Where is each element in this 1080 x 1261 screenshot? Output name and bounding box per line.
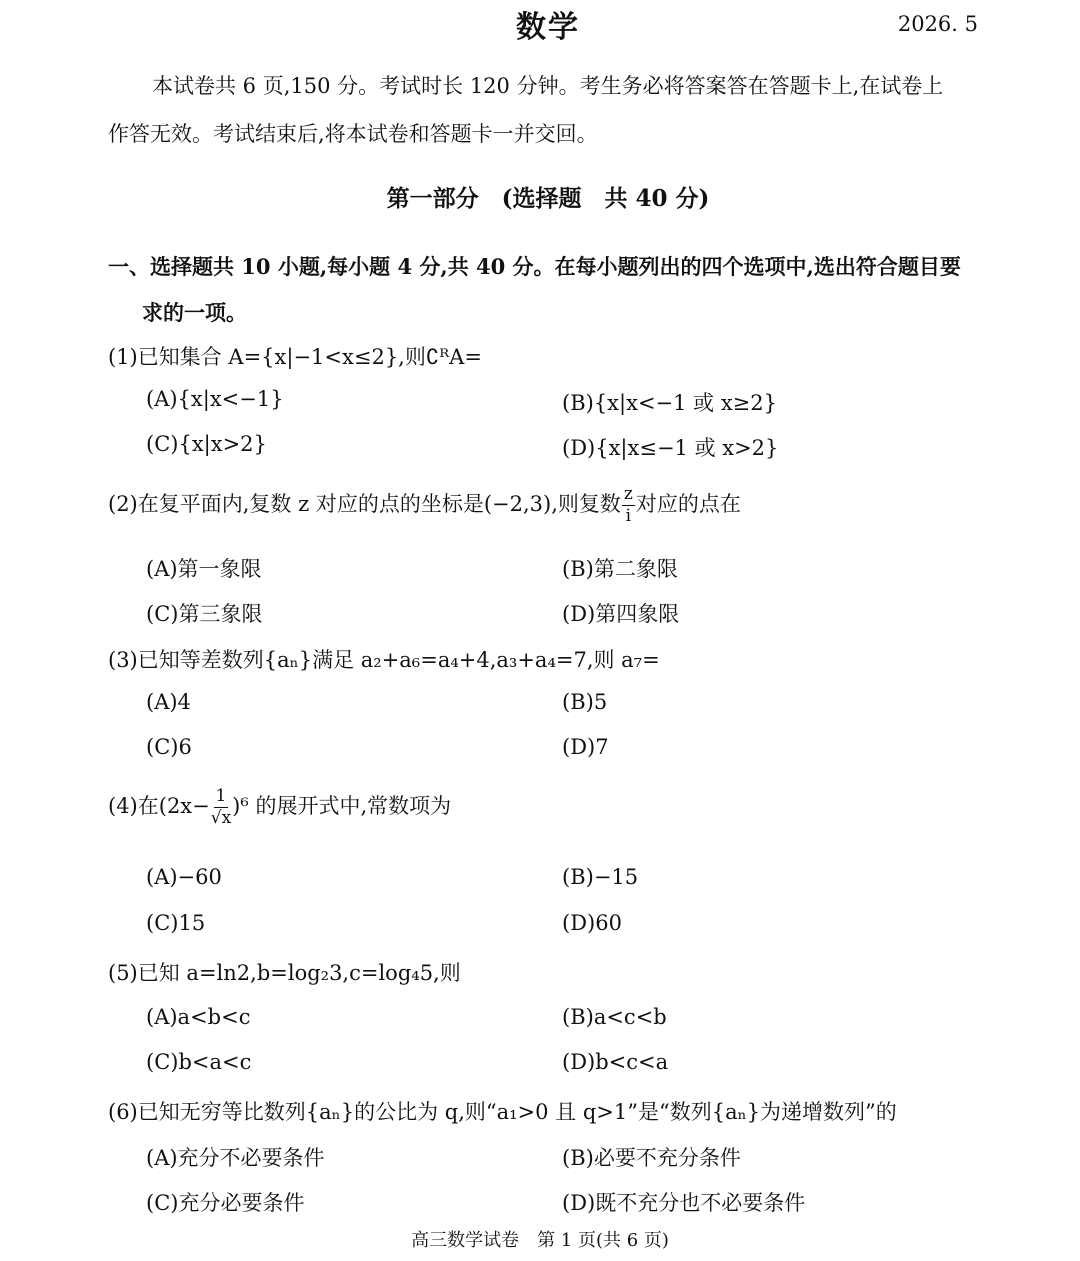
intro-line-1: 本试卷共 6 页,150 分。考试时长 120 分钟。考生务必将答案答在答题卡上,在试卷上	[152, 74, 944, 98]
part-title: 第一部分 (选择题 共 40 分)	[386, 185, 710, 212]
question-6-option-a: (A)充分不必要条件	[146, 1146, 325, 1170]
question-4-stem-before: (4)在(2x−	[108, 794, 210, 818]
question-5-stem: (5)已知 a=ln2,b=log₂3,c=log₄5,则	[108, 961, 461, 985]
question-3-option-d: (D)7	[562, 735, 609, 759]
fraction-numerator: 1	[215, 786, 227, 806]
question-5-option-b: (B)a<c<b	[562, 1005, 667, 1029]
question-5-option-d: (D)b<c<a	[562, 1050, 669, 1074]
question-6-option-c: (C)充分必要条件	[146, 1191, 305, 1215]
fraction-denominator: i	[625, 506, 632, 526]
fraction-numerator: z	[623, 484, 633, 504]
question-4-option-b: (B)−15	[562, 865, 639, 889]
question-6-stem: (6)已知无穷等比数列{aₙ}的公比为 q,则“a₁>0 且 q>1”是“数列{aₙ}为递增数列”的	[108, 1100, 897, 1124]
section-instructions	[108, 244, 988, 336]
question-2-option-d: (D)第四象限	[562, 602, 680, 626]
section-line-1: 一、选择题共 10 小题,每小题 4 分,共 40 分。在每小题列出的四个选项中,选出符合题目要	[108, 254, 961, 279]
question-2-stem	[108, 486, 741, 525]
question-2-fraction	[622, 486, 635, 525]
question-1-option-b: (B){x|x<−1 或 x≥2}	[562, 391, 778, 415]
question-4-stem-after: )⁶ 的展开式中,常数项为	[232, 794, 452, 818]
page-footer: 高三数学试卷 第 1 页(共 6 页)	[411, 1230, 669, 1251]
intro-paragraph	[108, 62, 988, 158]
question-4-fraction	[211, 788, 231, 827]
question-2-stem-before: (2)在复平面内,复数 z 对应的点的坐标是(−2,3),则复数	[108, 492, 621, 516]
question-2-option-c: (C)第三象限	[146, 602, 263, 626]
intro-line-2: 作答无效。考试结束后,将本试卷和答题卡一并交回。	[108, 122, 598, 146]
question-3-option-b: (B)5	[562, 690, 608, 714]
question-6-option-b: (B)必要不充分条件	[562, 1146, 741, 1170]
question-2-option-a: (A)第一象限	[146, 557, 262, 581]
question-1-option-a: (A){x|x<−1}	[146, 387, 284, 411]
question-4-stem	[108, 788, 451, 827]
exam-date: 2026. 5	[897, 12, 978, 36]
question-6-option-d: (D)既不充分也不必要条件	[562, 1191, 806, 1215]
question-2-stem-after: 对应的点在	[635, 492, 741, 516]
question-1-option-d: (D){x|x≤−1 或 x>2}	[562, 436, 779, 460]
question-3-option-a: (A)4	[146, 690, 191, 714]
fraction-denominator: √x	[210, 808, 232, 828]
question-3-stem: (3)已知等差数列{aₙ}满足 a₂+a₆=a₄+4,a₃+a₄=7,则 a₇=	[108, 648, 660, 672]
question-2-option-b: (B)第二象限	[562, 557, 678, 581]
question-4-option-c: (C)15	[146, 911, 206, 935]
question-4-option-d: (D)60	[562, 911, 622, 935]
question-1-stem: (1)已知集合 A={x|−1<x≤2},则∁ᴿA=	[108, 345, 482, 369]
question-1-option-c: (C){x|x>2}	[146, 432, 267, 456]
question-5-option-c: (C)b<a<c	[146, 1050, 252, 1074]
question-3-option-c: (C)6	[146, 735, 192, 759]
section-line-2: 求的一项。	[142, 300, 247, 325]
question-4-option-a: (A)−60	[146, 865, 222, 889]
question-5-option-a: (A)a<b<c	[146, 1005, 251, 1029]
page-title: 数学	[516, 10, 580, 45]
